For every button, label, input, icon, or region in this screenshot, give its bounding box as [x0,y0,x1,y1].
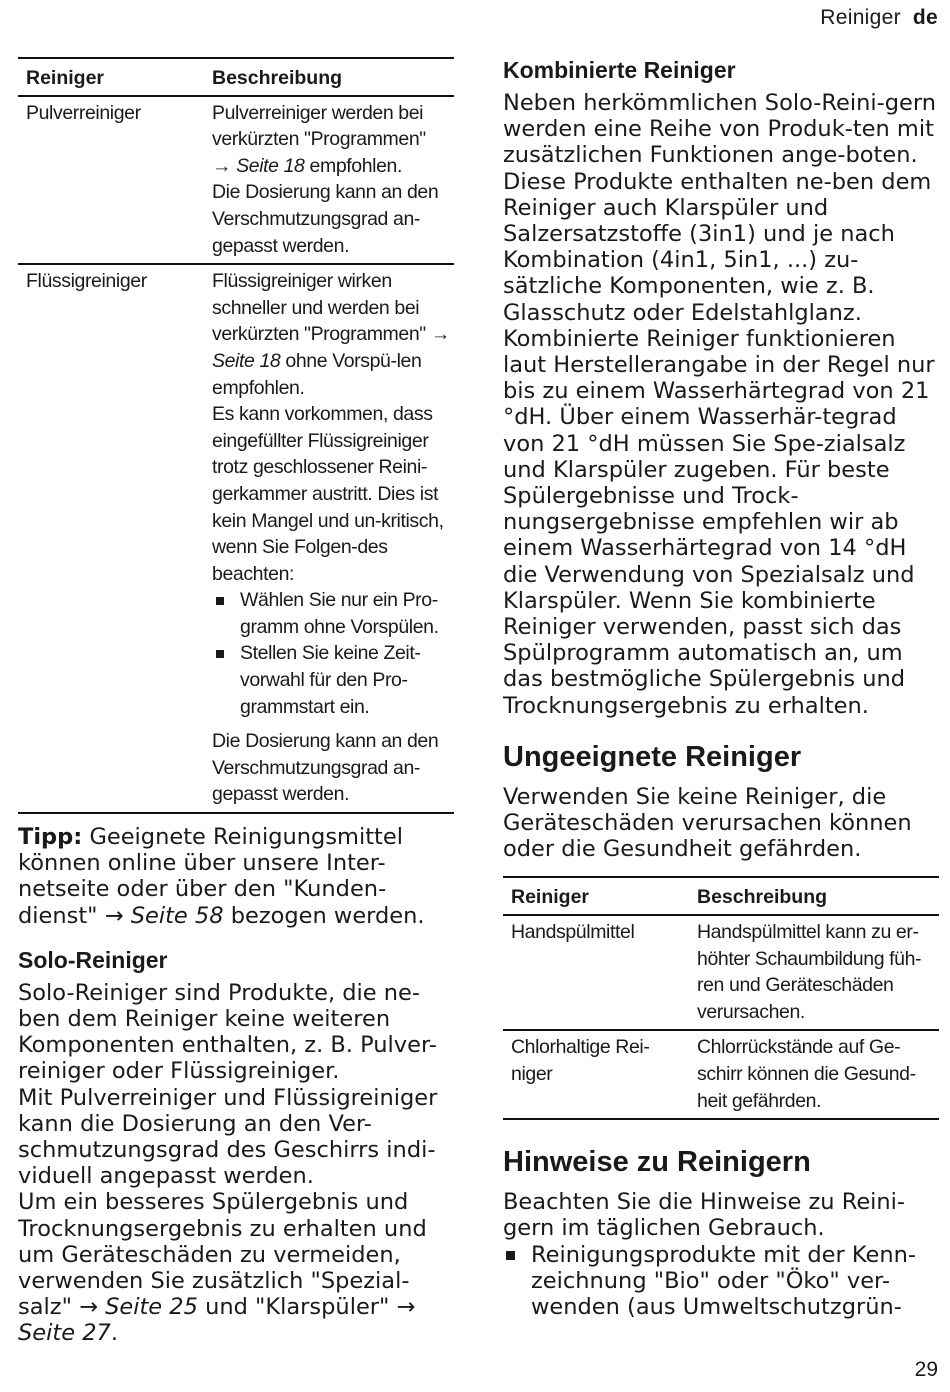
table-header-cleaner: Reiniger [503,877,689,915]
page-reference-link[interactable]: Seite 25 [105,1294,198,1321]
table-cell-description: Chlorrückstände auf Ge-schirr können die Gesund-heit gefährden. [689,1030,939,1119]
paragraph-text: Um ein besseres Spülergebnis und Trocknungsergebnis zu erhalten und um Geräteschäden zu vermeiden, verwenden Sie zusätzlich "Spezial-salz" [18,1189,427,1321]
bullet-list [503,1242,939,1321]
page-reference-link[interactable]: Seite 27 [18,1320,111,1347]
arrow-icon: → [79,1294,98,1321]
paragraph: Beachten Sie die Hinweise zu Reini-gern im täglichen Gebrauch. [503,1189,906,1242]
desc-text: ohne Vorspü-len empfohlen. [212,349,422,399]
tip-paragraph [18,824,454,929]
table-row [503,1030,939,1119]
table-header-description: Beschreibung [689,877,939,915]
paragraph-text: und "Klarspüler" [205,1294,390,1321]
tip-label: Tipp: [18,824,83,851]
arrow-icon: → [430,323,450,346]
header-language: de [912,6,938,29]
left-column [18,57,454,1347]
table-row [18,96,454,265]
table-cell-name: Handspülmittel [503,915,689,1030]
table-row [18,264,454,813]
list-item: Stellen Sie keine Zeit-vorwahl für den Pro-grammstart ein. [212,640,450,720]
tip-text: bezogen werden. [230,902,425,929]
desc-text: Die Dosierung kann an den Verschmutzungsgrad an-gepasst werden. [212,730,439,806]
arrow-icon: → [212,154,232,177]
paragraph: Verwenden Sie keine Reiniger, die Geräteschäden verursachen können oder die Gesundheit gefährden. [503,783,912,863]
table-cell-name: Pulverreiniger [18,96,204,265]
arrow-icon: → [104,902,124,929]
right-column [503,57,939,1320]
paragraph-text: . [110,1320,118,1347]
desc-text: Flüssigreiniger wirken schneller und werden bei verkürzten "Programmen" [212,270,426,346]
page-number: 29 [914,1358,938,1381]
table-cell-description [204,96,454,265]
table-row [503,915,939,1030]
section-heading: Solo-Reiniger [18,946,168,973]
header-section: Reiniger [820,6,901,29]
desc-text: Pulverreiniger werden bei verkürzten "Programmen" [212,101,426,151]
list-item: Reinigungsprodukte mit der Kenn-zeichnung "Bio" oder "Öko" ver-wenden (aus Umweltschutzgrün- [503,1242,939,1321]
table-header-description: Beschreibung [204,58,454,96]
desc-text: Die Dosierung kann an den Verschmutzungsgrad an-gepasst werden. [212,181,439,257]
page-reference-link[interactable]: Seite 58 [130,902,224,929]
table-cell-name: Chlorhaltige Rei-niger [503,1030,689,1119]
paragraph [18,1189,454,1346]
desc-text: empfohlen. [309,154,403,177]
section-heading: Hinweise zu Reinigern [503,1146,811,1179]
page-reference-link[interactable]: Seite 18 [212,349,281,372]
running-header [820,6,938,30]
arrow-icon: → [396,1294,416,1321]
table-header-cleaner: Reiniger [18,58,204,96]
table-cell-name: Flüssigreiniger [18,264,204,813]
paragraph: Neben herkömmlichen Solo-Reini-gern werden eine Reihe von Produk-ten mit zusätzlichen Funktionen ange-boten. Diese Produkte enthalten ne-ben dem Reiniger auch Klarspüler und Salzersatzstoffe (3in1) und je nach Kombination (4in1, 5in1, ...) zu-sätzliche Komponenten, wie z. B. Glasschutz oder Edelstahlglanz. Kombinierte Reiniger funktionieren laut Herstellerangabe in der Regel nur bis zu einem Wasserhärtegrad von 21 °dH. Über einem Wasserhär-tegrad von 21 °dH müssen Sie Spe-zialsalz und Klarspüler zugeben. Für beste Spülergebnisse und Trock-nungsergebnisse empfehlen wir ab einem Wasserhärtegrad von 14 °dH die Verwendung von Spezialsalz und Klarspüler. Wenn Sie kombinierte Reiniger verwenden, passt sich das Spülprogramm automatisch an, um das bestmögliche Spülergebnis und Trocknungsergebnis zu erhalten. [503,90,936,719]
tip-text: Geeignete Reinigungsmittel können online über unsere Inter-netseite oder über den "Kunden-dienst" [18,824,403,929]
list-item: Wählen Sie nur ein Pro-gramm ohne Vorspülen. [212,587,450,640]
desc-text: Es kann vorkommen, dass eingefüllter Flüssigreiniger trotz geschlossener Reini-gerkammer austritt. Dies ist kein Mangel und un-kritisch, wenn Sie Folgen-des beachten: [212,403,444,585]
table-cell-description [204,264,454,813]
cleaner-table [18,57,454,814]
page-reference-link[interactable]: Seite 18 [236,154,305,177]
section-heading: Ungeeignete Reiniger [503,740,802,773]
unsuitable-cleaner-table [503,876,939,1120]
bullet-list [212,587,450,720]
table-cell-description: Handspülmittel kann zu er-höhter Schaumbildung füh-ren und Geräteschäden verursachen. [689,915,939,1030]
paragraph: Mit Pulverreiniger und Flüssigreiniger kann die Dosierung an den Ver-schmutzungsgrad des Geschirrs indi-viduell angepasst werden. [18,1084,438,1190]
paragraph: Solo-Reiniger sind Produkte, die ne-ben dem Reiniger keine weiteren Komponenten enthalten, z. B. Pulver-reiniger oder Flüssigreiniger. [18,979,437,1085]
section-heading: Kombinierte Reiniger [503,57,736,83]
